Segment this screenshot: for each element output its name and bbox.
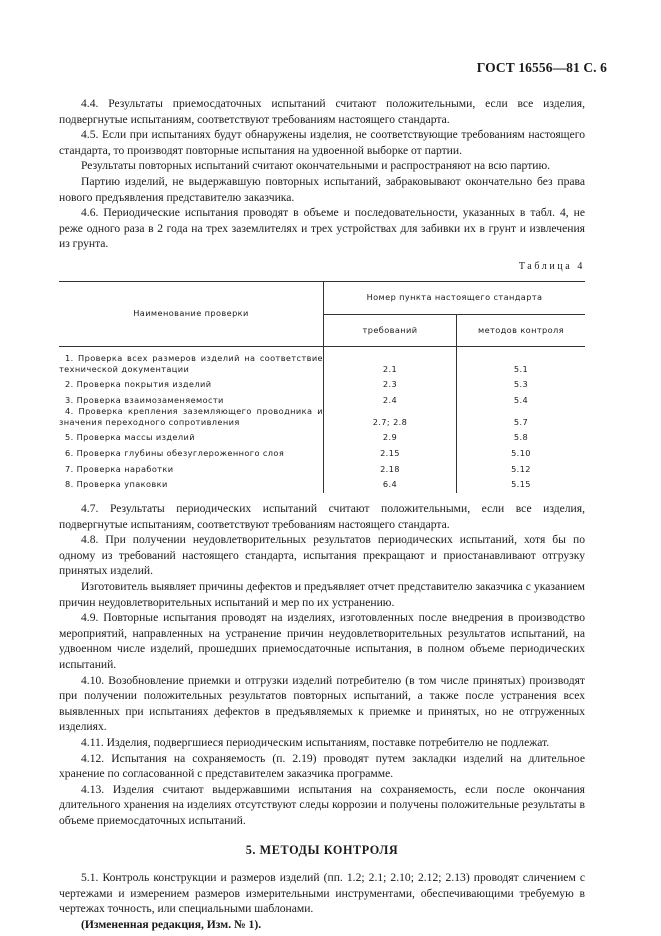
row-requirement: 2.3 bbox=[324, 375, 457, 391]
row-name: 8. Проверка упаковки bbox=[65, 479, 168, 490]
row-method: 5.1 bbox=[513, 363, 529, 374]
table-row bbox=[59, 428, 585, 444]
table-caption: Таблица 4 bbox=[518, 260, 585, 272]
paragraph-4-5-results: Результаты повторных испытаний считают окончательными и распространяют на всю партию. bbox=[81, 159, 551, 173]
paragraph-4-12: 4.12. Испытания на сохраняемость (п. 2.19) проводят путем закладки изделий на длительное хранение по согласованной с представителем заказчика программе. bbox=[59, 751, 585, 781]
paragraph-4-7: 4.7. Результаты периодических испытаний считают положительными, если все изделия, подвергнутые испытаниям, соответствуют требованиям настоящего стандарта. bbox=[59, 502, 585, 531]
table-row bbox=[59, 375, 585, 391]
row-name: 6. Проверка глубины обезуглероженного слоя bbox=[65, 447, 285, 458]
table-header-name: Наименование проверки bbox=[59, 281, 324, 346]
table-row bbox=[59, 390, 585, 406]
table-row bbox=[59, 459, 585, 475]
row-requirement: 2.1 bbox=[324, 346, 457, 375]
row-requirement: 6.4 bbox=[324, 475, 457, 494]
row-requirement: 2.15 bbox=[324, 443, 457, 459]
row-method: 5.10 bbox=[511, 447, 531, 458]
paragraph-4-8-report: Изготовитель выявляет причины дефектов и предъявляет отчет представителю заказчика с указанием причин неудовлетворительных испытаний и мер по их устранению. bbox=[59, 580, 585, 609]
paragraph-4-5: 4.5. Если при испытаниях будут обнаружены изделия, не соответствующие требованиям настоящего стандарта, то производят повторные испытания на удвоенной выборке от партии. bbox=[59, 128, 585, 157]
document-body bbox=[59, 96, 585, 933]
row-method: 5.3 bbox=[513, 379, 529, 390]
page-header: ГОСТ 16556—81 С. 6 bbox=[476, 60, 607, 75]
paragraphs-after-table bbox=[59, 501, 585, 828]
row-name: 4. Проверка крепления заземляющего проводника и значения переходного сопротивления bbox=[59, 405, 323, 427]
paragraph-4-8: 4.8. При получении неудовлетворительных результатов периодических испытаний, хотя бы по одному из требований настоящего стандарта, испытания прекращают и приостанавливают отгрузку принятых изделий. bbox=[59, 533, 585, 578]
row-requirement: 2.9 bbox=[324, 428, 457, 444]
row-name: 2. Проверка покрытия изделий bbox=[65, 379, 212, 390]
paragraph-4-4: 4.4. Результаты приемосдаточных испытаний считают положительными, если все изделия, подвергнутые испытаниям, соответствуют требованиям настоящего стандарта. bbox=[59, 97, 585, 126]
row-name: 5. Проверка массы изделий bbox=[65, 432, 195, 443]
row-requirement: 2.4 bbox=[324, 390, 457, 406]
row-method: 5.7 bbox=[513, 416, 529, 427]
table-4 bbox=[59, 281, 585, 494]
row-method: 5.8 bbox=[513, 432, 529, 443]
paragraph-4-13: 4.13. Изделия считают выдержавшими испытания на сохраняемость, если после окончания длительного хранения на изделиях отсутствуют следы коррозии и получены положительные результаты в объеме приемосдаточных испытаний. bbox=[59, 782, 585, 827]
table-row bbox=[59, 475, 585, 494]
row-name: 7. Проверка наработки bbox=[65, 463, 174, 474]
row-requirement: 2.7; 2.8 bbox=[324, 406, 457, 428]
row-requirement: 2.18 bbox=[324, 459, 457, 475]
row-method: 5.15 bbox=[511, 479, 531, 490]
edit-note: (Измененная редакция, Изм. № 1). bbox=[81, 917, 262, 931]
row-name: 1. Проверка всех размеров изделий на соответствие технической документации bbox=[59, 352, 323, 374]
table-header-methods: методов контроля bbox=[457, 314, 586, 346]
paragraph-4-5-reject: Партию изделий, не выдержавшую повторных испытаний, забраковывают окончательно без права нового предъявления представителю заказчика. bbox=[59, 174, 585, 204]
paragraph-4-6: 4.6. Периодические испытания проводят в объеме и последовательности, указанных в табл. 4, не реже одного раза в 2 года на трех заземлителях и трех устройствах для забивки их в грунт и извлечения из грунта. bbox=[59, 206, 585, 251]
table-row bbox=[59, 443, 585, 459]
row-method: 5.4 bbox=[513, 394, 529, 405]
row-name: 3. Проверка взаимозаменяемости bbox=[65, 394, 224, 405]
paragraph-4-9: 4.9. Повторные испытания проводят на изделиях, изготовленных после внедрения в производство мероприятий, направленных на устранение причин неудовлетворительных результатов испытаний, на удвоенном числе изделий, прошедших приемосдаточные испытания, в полном объеме периодических испытаний. bbox=[59, 611, 585, 672]
paragraph-4-11: 4.11. Изделия, подвергшиеся периодическим испытаниям, поставке потребителю не подлежат. bbox=[81, 736, 550, 749]
section-title: 5. МЕТОДЫ КОНТРОЛЯ bbox=[245, 842, 399, 857]
row-method: 5.12 bbox=[511, 463, 531, 474]
table-header-requirements: требований bbox=[324, 314, 457, 346]
table-row bbox=[59, 346, 585, 375]
table-row bbox=[59, 406, 585, 428]
table-header-group: Номер пункта настоящего стандарта bbox=[324, 281, 586, 314]
paragraph-5-1: 5.1. Контроль конструкции и размеров изделий (пп. 1.2; 2.1; 2.10; 2.12; 2.13) проводят сличением с чертежами и измерением размеров измерительными инструментами, обеспечивающими требуемую в чертежах точность, или специальными шаблонами. bbox=[59, 871, 585, 916]
paragraph-4-10: 4.10. Возобновление приемки и отгрузки изделий потребителю (в том числе принятых) производят при получении положительных результатов повторных испытаний, а также после устранения всех выявленных при испытаниях дефектов в предъявляемых к приемке и принятых, но не отгруженных изделиях. bbox=[59, 673, 585, 734]
